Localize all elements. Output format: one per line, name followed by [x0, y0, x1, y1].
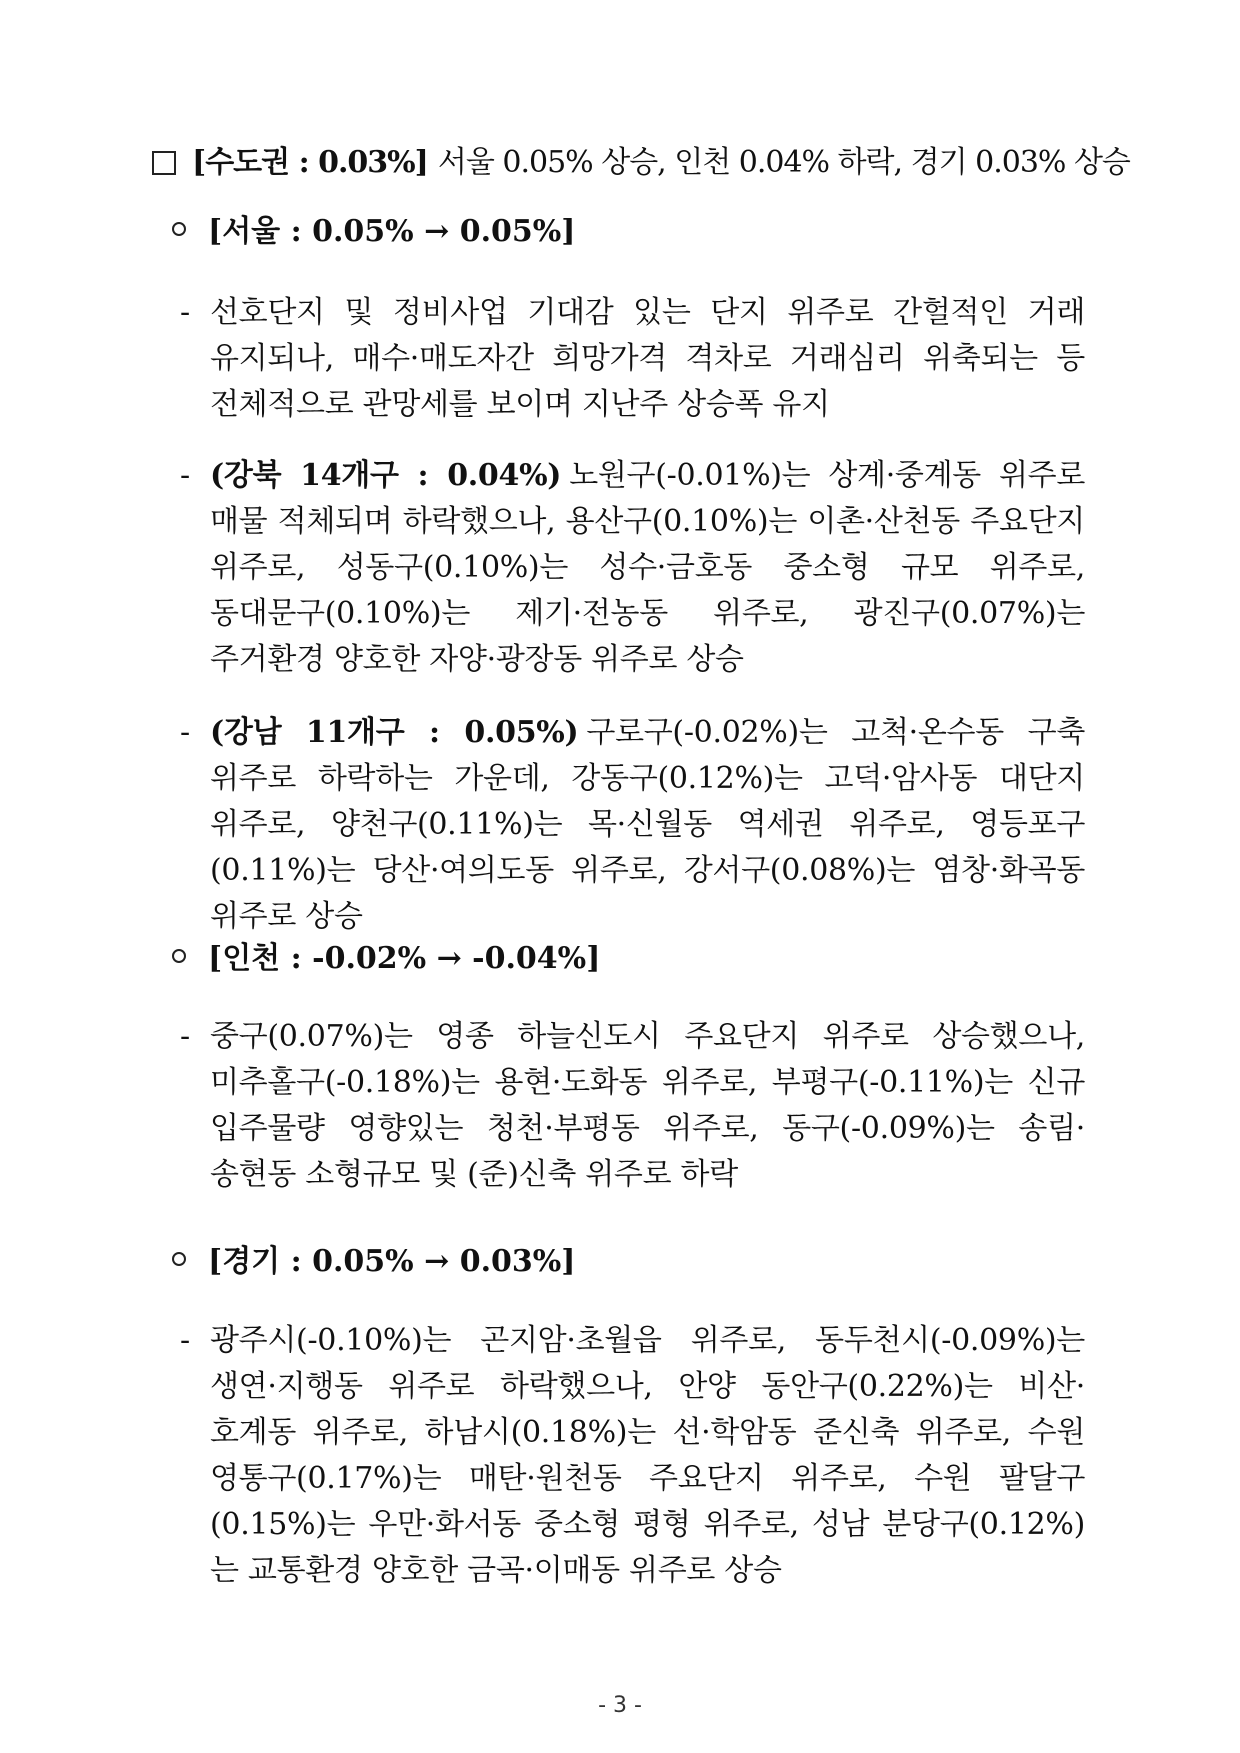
paragraph-gangbuk: - (강북 14개구 : 0.04%) 노원구(-0.01%)는 상계·중계동 위주로 매물 적체되며 하락했으나, 용산구(0.10%)는 이촌·산천동 주요단지 위주로, 성동구(0.10%)는 성수·금호동 중소형 규모 위주로, 동대문구(0.10%)는 제기·전농동 위주로, 광진구(0.07%)는 주거환경 양호한 자양·광장동 위주로 상승 — [180, 453, 1085, 683]
dash-bullet: - — [180, 458, 190, 493]
dash-bullet: - — [180, 1323, 190, 1358]
paragraph-incheon: - 중구(0.07%)는 영종 하늘신도시 주요단지 위주로 상승했으나, 미추홀구(-0.18%)는 용현·도화동 위주로, 부평구(-0.11%)는 신규 입주물량 영향있는 청천·부평동 위주로, 동구(-0.09%)는 송림·송현동 소형규모 및 (준)신축 위주로 하락 — [180, 1014, 1085, 1198]
section-title-incheon: [인천 : -0.02% → -0.04%] — [172, 939, 600, 979]
page-number: - 3 - — [598, 1693, 642, 1718]
circle-bullet-icon — [172, 949, 186, 963]
circle-bullet-icon — [172, 222, 186, 236]
paragraph-seoul-overview: - 선호단지 및 정비사업 기대감 있는 단지 위주로 간헐적인 거래 유지되나, 매수·매도자간 희망가격 격차로 거래심리 위축되는 등 전체적으로 관망세를 보이며 지난주 상승폭 유지 — [180, 290, 1085, 428]
region-heading-label: [수도권 : 0.03%] — [192, 145, 428, 180]
checkbox-square-icon — [152, 151, 176, 175]
circle-bullet-icon — [172, 1252, 186, 1266]
dash-bullet: - — [180, 715, 190, 750]
paragraph-lead: (강북 14개구 : 0.04%) — [210, 458, 562, 493]
dash-bullet: - — [180, 295, 190, 330]
paragraph-gyeonggi: - 광주시(-0.10%)는 곤지암·초월읍 위주로, 동두천시(-0.09%)는 생연·지행동 위주로 하락했으나, 안양 동안구(0.22%)는 비산·호계동 위주로, 하남시(0.18%)는 선·학암동 준신축 위주로, 수원 영통구(0.17%)는 매탄·원천동 주요단지 위주로, 수원 팔달구(0.15%)는 우만·화서동 중소형 평형 위주로, 성남 분당구(0.12%)는 교통환경 양호한 금곡·이매동 위주로 상승 — [180, 1318, 1085, 1594]
region-heading-summary: 서울 0.05% 상승, 인천 0.04% 하락, 경기 0.03% 상승 — [437, 145, 1130, 180]
paragraph-gangnam: - (강남 11개구 : 0.05%) 구로구(-0.02%)는 고척·온수동 구축 위주로 하락하는 가운데, 강동구(0.12%)는 고덕·암사동 대단지 위주로, 양천구(0.11%)는 목·신월동 역세권 위주로, 영등포구(0.11%)는 당산·여의도동 위주로, 강서구(0.08%)는 염창·화곡동 위주로 상승 — [180, 710, 1085, 940]
section-title-gyeonggi: [경기 : 0.05% → 0.03%] — [172, 1242, 575, 1282]
region-heading — [152, 143, 1130, 183]
paragraph-lead: (강남 11개구 : 0.05%) — [210, 715, 579, 750]
dash-bullet: - — [180, 1019, 190, 1054]
section-title-seoul: [서울 : 0.05% → 0.05%] — [172, 212, 575, 252]
